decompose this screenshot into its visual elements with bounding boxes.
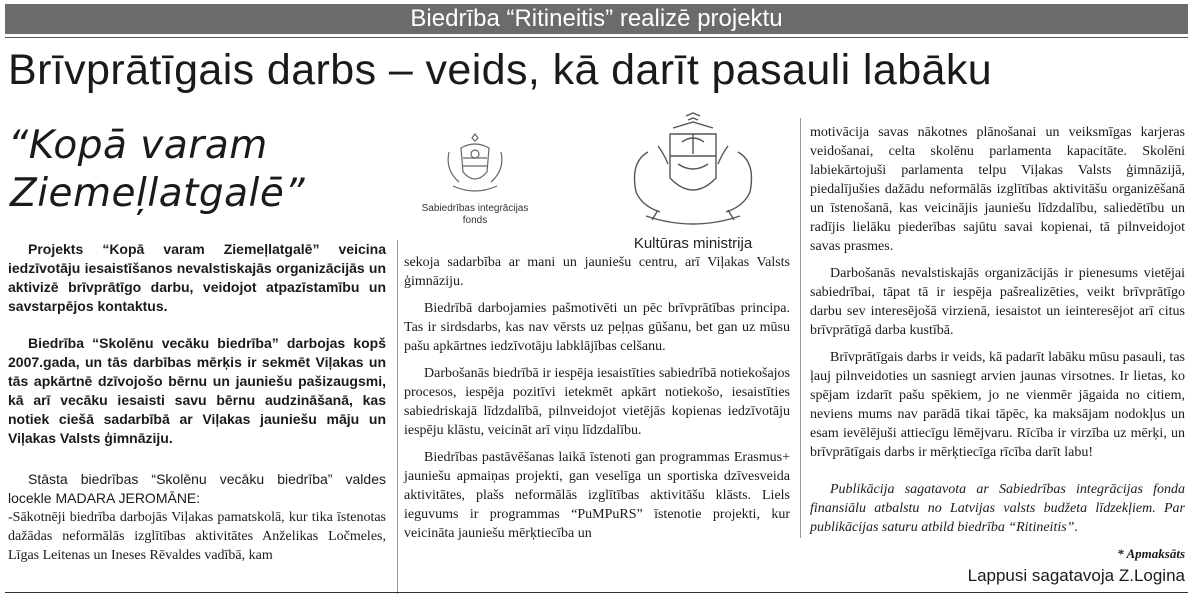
col2-paragraph-2: Biedrībā darbojamies pašmotivēti un pēc brīvprātības principa. Tas ir sirdsdarbs, kas nav vērsts uz peļņas gūšanu, bet gan uz mūsu pašu apkārtnes iedzīvotāju labklājības celšanu. xyxy=(404,301,790,354)
col3-paragraph-2: Darbošanās nevalstiskajās organizācijās ir pienesums vietējai sabiedrībai, tāpat tā ir iespēja pašrealizēties, veikt brīvprātīgo darbu sev interesējošā virzienā, iesaistot un ieinteresējot arī citus brīvprātīgā darba kustībā. xyxy=(810,266,1185,338)
section-header: Biedrība “Ritineitis” realizē projektu xyxy=(5,4,1188,34)
sif-caption-line-2: fonds xyxy=(462,215,488,226)
disclaimer: Publikācija sagatavota ar Sabiedrības integrācijas fonda finansiālu atbalstu no Latvijas valsts budžeta līdzekļiem. Par publikācijas saturu atbild biedrība “Ritineitis”. xyxy=(810,482,1185,535)
column-2 xyxy=(404,253,790,551)
col2-paragraph-3: Darbošanās biedrībā ir iespēja iesaistīties sabiedrībā notiekošajos procesos, iespēja pozitīvi ietekmēt apkārt notiekošo, iesaistīties sabiedriskajā līdzdalībā, pilnveidojot vietējās kopienas iedzīvotāju iespēju klāstu, veicināt arī viņu līdzdalību. xyxy=(404,366,790,438)
sif-logo xyxy=(400,128,550,227)
col3-paragraph-1: motivācija savas nākotnes plānošanai un veiksmīgas karjeras veidošanai, celta skolēnu parlamenta kapacitāte. Skolēni labiekārtojuši parlamenta telpu Viļakas Valsts ģimnāzijā, piedalījušies dažādu neformālās izglītības aktivitāšu organizēšanā un īstenošanā, kas veicinājis jauniešu līdzdalību, saliedētību un radījis lielāku piederības sajūtu savai kopienai, tā pilnveidojot savas prasmes. xyxy=(810,125,1185,254)
footer-rule xyxy=(5,592,1188,593)
quote-paragraph: -Sākotnēji biedrība darbojās Viļakas pamatskolā, kur tika īstenotas dažādas neformālās izglītības aktivitātes Anželikas Ločmeles, Līgas Leitenas un Ineses Rēvaldes vadībā, kam xyxy=(8,510,386,563)
col2-paragraph-4: Biedrības pastāvēšanas laikā īstenoti gan programmas Erasmus+ jauniešu apmaiņas projekti, gan veselīga un sportiska dzīvesveida aktivitātes, plašs neformālās izglītības aktivitāšu klāsts. Liels ieguvums ir programmas “PuMPuRS” īstenotie projekti, kur veicināta jauniešu mērķtiecība un xyxy=(404,450,790,541)
col2-paragraph-1: sekoja sadarbība ar mani un jauniešu centru, arī Viļakas Valsts ģimnāziju. xyxy=(404,255,790,289)
sif-caption-line-1: Sabiedrības integrācijas xyxy=(421,203,529,214)
lead-paragraph-1: Projekts “Kopā varam Ziemeļlatgalē” veicina iedzīvotāju iesaistīšanos nevalstiskajās organizācijās un aktivizē brīvprātīgo darbu, veidojot atpazīstamību un savstarpējos kontaktus. xyxy=(8,241,386,314)
article-title: Brīvprātīgais darbs – veids, kā darīt pasauli labāku xyxy=(8,46,993,94)
intro-paragraph: Stāsta biedrības “Skolēnu vecāku biedrība” valdes locekle MADARA JEROMĀNE: xyxy=(8,471,386,506)
coat-of-arms-icon xyxy=(618,112,768,230)
coat-of-arms-icon xyxy=(439,128,511,198)
ministry-caption: Kultūras ministrija xyxy=(633,235,753,252)
header-rule xyxy=(5,37,1188,38)
project-slogan xyxy=(8,122,305,218)
col3-paragraph-3: Brīvprātīgais darbs ir veids, kā padarīt labāku mūsu pasauli, tas ļauj pilnveidoties un sasniegt arvien jaunas virsotnes. Ir lietas, ko spējam izdarīt pašu spēkiem, jo ne vienmēr jāgaida no citiem, neviens mums nav parādā tikai tāpēc, ka maksājam nodokļus un esam ievēlējuši attiecīgu lēmējvaru. Rīcība ir virzība uz mērķi, un brīvprātīgais darbs ir mērķtiecīga rīcība darīt labu! xyxy=(810,350,1185,460)
lead-paragraph-2: Biedrība “Skolēnu vecāku biedrība” darbojas kopš 2007.gada, un tās darbības mērķis ir sekmēt Viļakas un tās apkārtnē dzīvojošo bērnu un jauniešu pašizaugsmi, kā arī vecāku iesaisti savu bērnu audzināšanā, kas notiek ciešā sadarbībā ar Viļakas jauniešu māju un Viļakas Valsts ģimnāziju. xyxy=(8,335,386,446)
paid-notice: * Apmaksāts xyxy=(1117,546,1185,561)
page-credit: Lappusi sagatavoja Z.Logina xyxy=(967,566,1185,585)
slogan-line-1: “Kopā varam xyxy=(8,123,268,168)
ministry-logo xyxy=(608,112,778,252)
slogan-line-2: Ziemeļlatgalē” xyxy=(10,171,306,216)
column-divider-2 xyxy=(800,118,801,538)
column-3 xyxy=(810,123,1185,545)
column-divider-1 xyxy=(397,240,398,594)
column-1 xyxy=(8,240,386,573)
